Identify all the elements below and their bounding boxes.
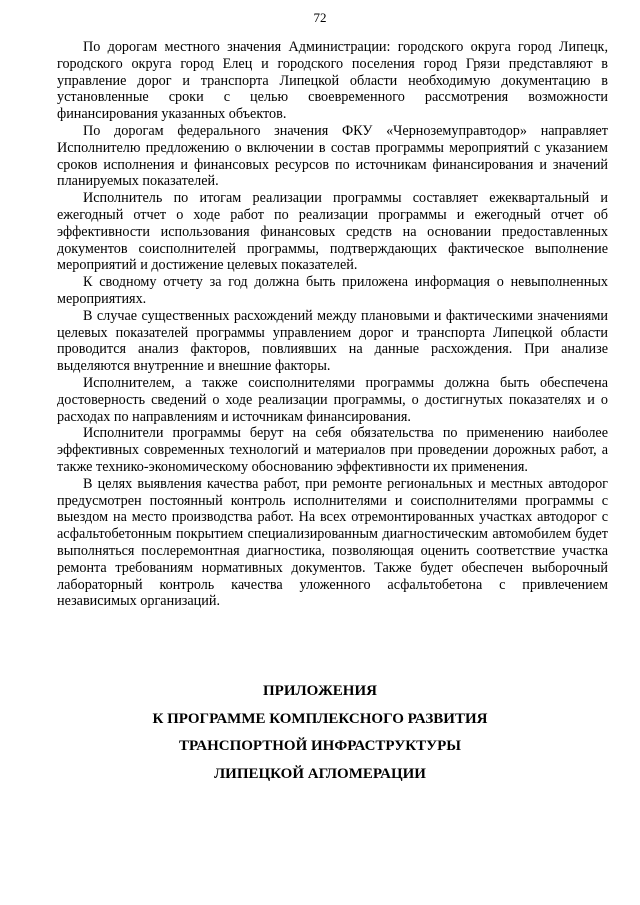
paragraph-quality-control: В целях выявления качества работ, при ремонте региональных и местных автодорог предусмотрен постоянный контроль исполнителями и соисполнителями программы с выездом на место производства работ. На всех отремонтированных участках автодорог с асфальтобетонным покрытием специализированным диагностическим автомобилем будет выполняться послеремонтная диагностика, позволяющая оценить соответствие участка ремонта требованиям нормативных документов. Также будет обеспечен выборочный лабораторный контроль качества уложенного асфальтобетона с привлечением независимых организаций.: [57, 475, 608, 610]
paragraph-local-roads: По дорогам местного значения Администрации: городского округа город Липецк, городского округа город Елец и городского поселения город Грязи представляют в управление дорог и транспорта Липецкой области необходимую документацию в установленные сроки с целью своевременного рассмотрения возможности финансирования указанных объектов.: [57, 39, 608, 123]
heading-line-4: ЛИПЕЦКОЙ АГЛОМЕРАЦИИ: [214, 765, 426, 782]
heading-line-3: ТРАНСПОРТНОЙ ИНФРАСТРУКТУРЫ: [179, 738, 461, 754]
paragraph-discrepancies: В случае существенных расхождений между плановыми и фактическими значениями целевых показателей программы управлением дорог и транспорта Липецкой области проводится анализ факторов, повлиявших на данные расхождения. При анализе выделяются внутренние и внешние факторы.: [57, 307, 608, 375]
heading-line-1: ПРИЛОЖЕНИЯ: [263, 683, 377, 699]
paragraph-reliability: Исполнителем, а также соисполнителями программы должна быть обеспечена достоверность сведений о ходе реализации программы, о достигнутых показателях и о расходах по направлениям и источникам финансирования.: [57, 374, 608, 425]
paragraph-annual-report: К сводному отчету за год должна быть приложена информация о невыполненных мероприятиях.: [57, 274, 608, 307]
paragraph-federal-roads: По дорогам федерального значения ФКУ «Черноземуправтодор» направляет Исполнителю предложению о включении в состав программы мероприятий с указанием сроков исполнения и финансовых ресурсов по источникам финансирования и значений планируемых показателей.: [57, 122, 608, 190]
paragraph-technologies: Исполнители программы берут на себя обязательства по применению наиболее эффективных современных технологий и материалов при проведении дорожных работ, а также технико-экономическому обоснованию эффективности их применения.: [57, 425, 608, 475]
body-text: [57, 39, 608, 610]
heading-line-2: К ПРОГРАММЕ КОМПЛЕКСНОГО РАЗВИТИЯ: [152, 710, 488, 727]
page-number: 72: [313, 10, 327, 25]
appendix-heading: [0, 678, 640, 788]
paragraph-reporting: Исполнитель по итогам реализации программы составляет ежеквартальный и ежегодный отчет о ходе работ по реализации программы и ежегодный отчет об эффективности использования финансовых средств на основании предоставленных документов соисполнителей программы, подтверждающих фактическое выполнение мероприятий и достижение целевых показателей.: [57, 190, 608, 274]
